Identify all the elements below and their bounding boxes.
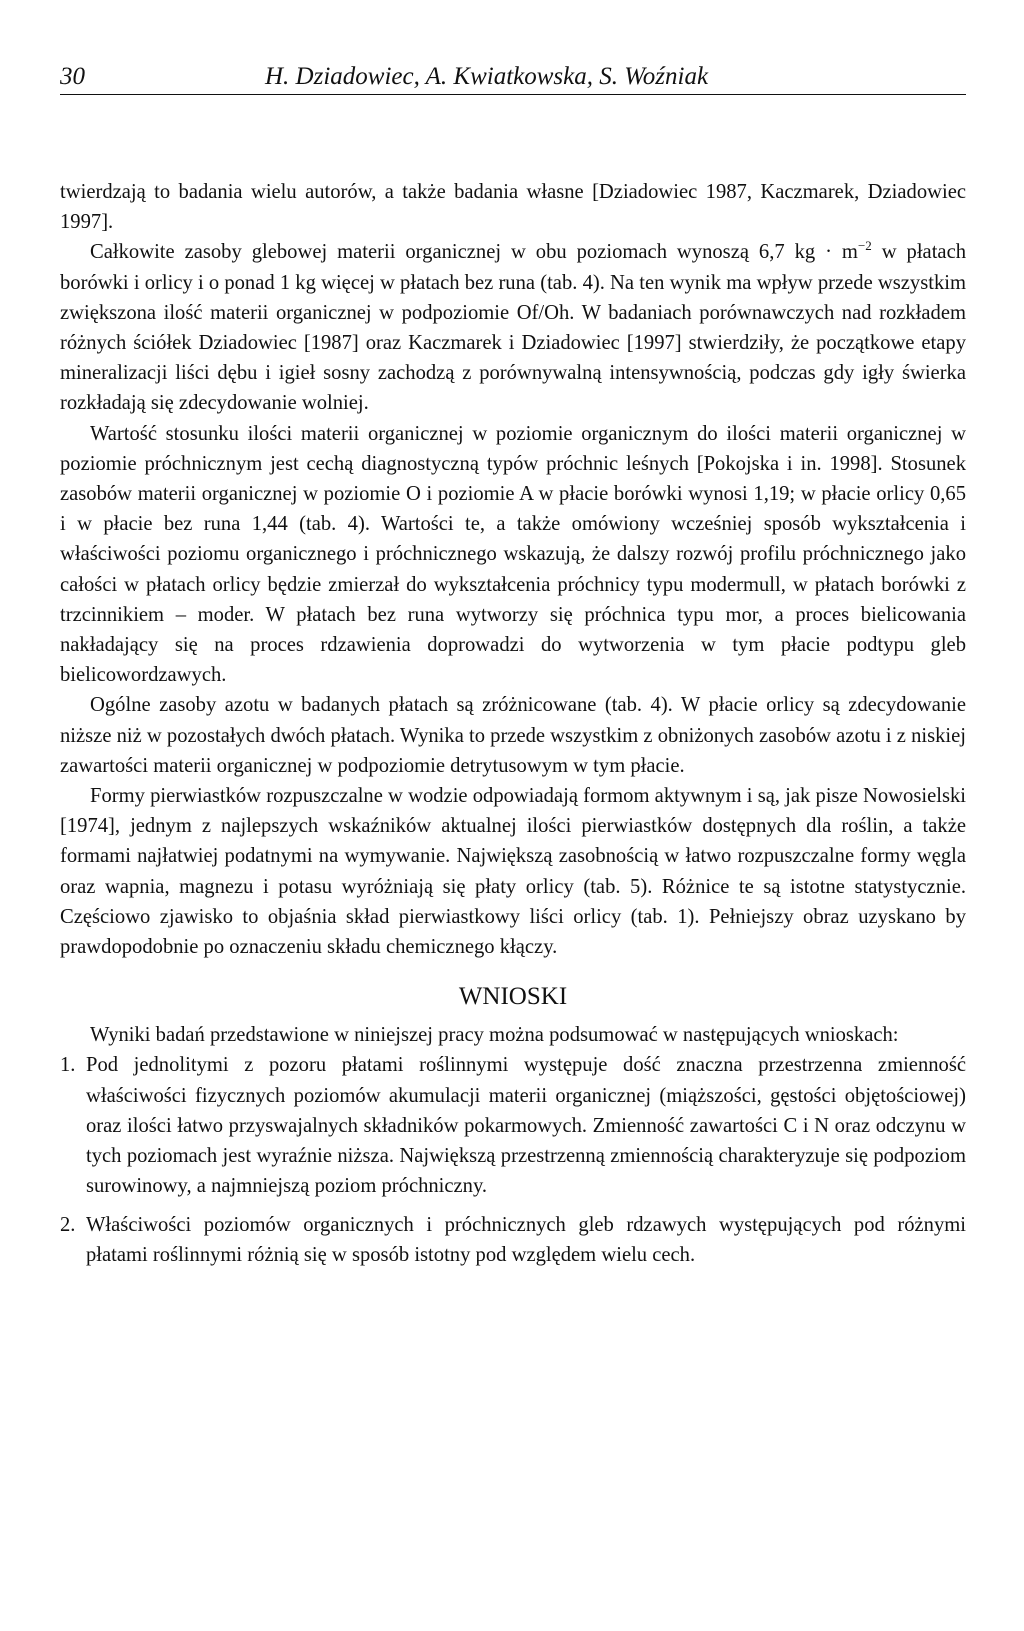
conclusion-item-number: 1. (60, 1054, 76, 1077)
page (60, 62, 966, 1270)
conclusion-item-number: 2. (60, 1213, 76, 1236)
paragraph-continuation: twierdzają to badania wielu autorów, a także badania własne [Dziadowiec 1987, Kaczmarek, Dziadowiec 1997]. (60, 181, 966, 234)
paragraph-humus-ratio: Wartość stosunku ilości materii organicznej w poziomie organicznym do ilości materii organicznej w poziomie próchnicznym jest cechą diagnostyczną typów próchnic leśnych [Pokojska i in. 1998]. Stosunek zasobów materii organicznej w poziomie O i poziomie A w płacie borówki wynosi 1,19; w płacie orlicy 0,65 i w płacie bez runa 1,44 (tab. 4). Wartości te, a także omówiony wcześniej sposób wykształcenia i właściwości poziomu organicznego i próchnicznego wskazują, że dalszy rozwój profilu próchnicznego jako całości w płatach orlicy będzie zmierzał do wykształcenia próchnicy typu modermull, w płatach borówki z trzcinnikiem – moder. W płatach bez runa wytworzy się próchnica typu mor, a proces bielicowania nakładający się na proces rdzawienia doprowadzi do wytworzenia w tym płacie podtypu gleb bielicowordzawych. (60, 422, 966, 687)
conclusion-item (60, 1210, 966, 1270)
paragraph-nitrogen-stocks: Ogólne zasoby azotu w badanych płatach są zróżnicowane (tab. 4). W płacie orlicy są zdecydowanie niższe niż w pozostałych dwóch płatach. Wynika to przede wszystkim z obniżonych zasobów azotu i z niskiej zawartości materii organicznej w podpoziomie detrytusowym w tym płacie. (60, 694, 966, 777)
conclusion-item-text: Właściwości poziomów organicznych i próchnicznych gleb rdzawych występujących pod różnymi płatami roślinnymi różnią się w sposób istotny pod względem wielu cech. (86, 1213, 966, 1266)
running-header-authors: H. Dziadowiec, A. Kwiatkowska, S. Woźniak (265, 63, 709, 90)
paragraph-text-before-exponent: Całkowite zasoby glebowej materii organicznej w obu poziomach wynoszą 6,7 kg · m (90, 241, 858, 264)
conclusion-item (60, 1050, 966, 1201)
article-body (60, 177, 966, 1270)
running-header (60, 62, 966, 95)
paragraph-soluble-elements: Formy pierwiastków rozpuszczalne w wodzie odpowiadają formom aktywnym i są, jak pisze Nowosielski [1974], jednym z najlepszych wskaźników aktualnej ilości pierwiastków dostępnych dla roślin, a także formami najłatwiej podatnymi na wymywanie. Największą zasobnością w łatwo rozpuszczalne formy węgla oraz wapnia, magnezu i potasu wyróżniają się płaty orlicy (tab. 5). Różnice te są istotne statystycznie. Częściowo zjawisko to objaśnia skład pierwiastkowy liści orlicy (tab. 1). Pełniejszy obraz uzyskano by prawdopodobnie po oznaczeniu składu chemicznego kłączy. (60, 785, 966, 959)
unit-exponent: −2 (857, 238, 872, 254)
conclusions-intro: Wyniki badań przedstawione w niniejszej pracy można podsumować w następujących wnioskach: (90, 1024, 899, 1047)
paragraph-text-after-exponent: w płatach borówki i orlicy i o ponad 1 kg więcej w płatach bez runa (tab. 4). Na ten wynik ma wpływ przede wszystkim zwiększona ilość materii organicznej w podpoziomie Of/Oh. W badaniach porównawczych nad rozkładem różnych ściółek Dziadowiec [1987] oraz Kaczmarek i Dziadowiec [1997] stwierdziły, że początkowe etapy mineralizacji liści dębu i igieł sosny zachodzą z porównywalną intensywnością, podczas gdy igły świerka rozkładają się zdecydowanie wolniej. (60, 241, 967, 415)
conclusion-item-text: Pod jednolitymi z pozoru płatami roślinnymi występuje dość znaczna przestrzenna zmienność właściwości fizycznych poziomów akumulacji materii organicznej (miąższości, gęstości objętościowej) oraz ilości łatwo przyswajalnych składników pokarmowych. Zmienność zawartości C i N oraz odczynu w tych poziomach jest wyraźnie niższa. Największą przestrzenną zmiennością charakteryzuje się podpoziom surowinowy, a najmniejszą poziom próchniczny. (86, 1054, 966, 1198)
paragraph-organic-matter-stocks (60, 237, 966, 418)
section-heading-conclusions: WNIOSKI (458, 983, 568, 1011)
page-number: 30 (60, 63, 85, 90)
